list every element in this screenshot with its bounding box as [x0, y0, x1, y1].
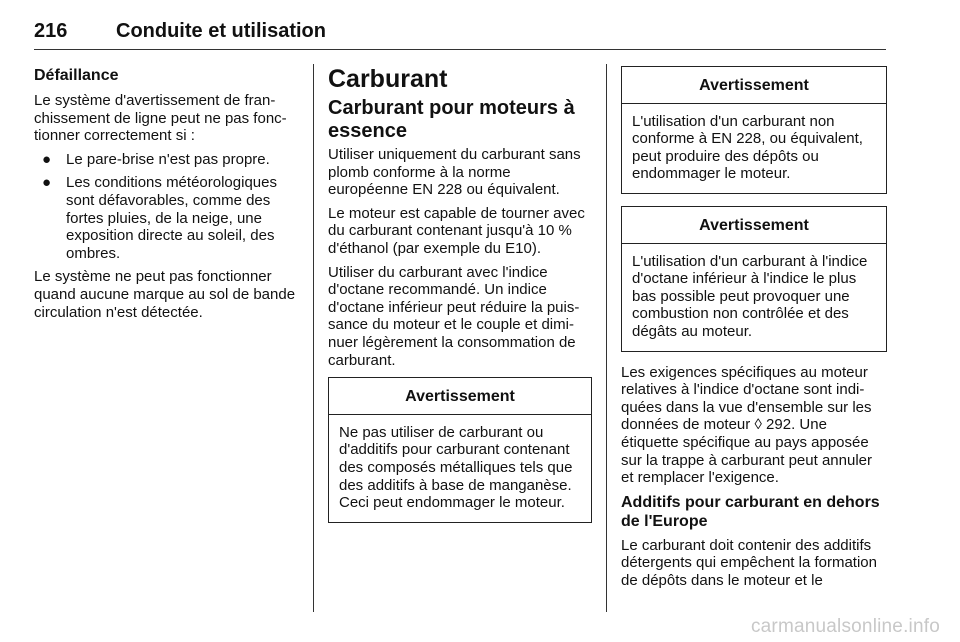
subsection-heading-additifs: Additifs pour carburant en dehors de l'Europe	[621, 493, 880, 530]
warning-title: Avertissement	[622, 207, 886, 244]
bullet-icon: ●	[42, 174, 52, 192]
page-number: 216	[34, 20, 68, 42]
paragraph: Le moteur est capable de tourner avec du carburant contenant jusqu'à 10 % d'éthanol (par exemple du E10).	[328, 204, 585, 257]
paragraph: Utiliser du carburant avec l'indice d'octane recommandé. Un indice d'octane inférieur peut réduire la puissance du moteur et le couple et diminuer légèrement la consommation de carburant.	[328, 263, 580, 369]
section-heading-defaillance: Défaillance	[34, 67, 119, 84]
additives-paragraph: Le carburant doit contenir des additifs détergents qui empêchent la formation de dépôts dans le moteur et le	[621, 536, 877, 589]
octane-text: Les exigences spécifiques au moteur relatives à l'indice d'octane sont indiquées dans la vue d'ensemble sur les données de moteur	[621, 363, 872, 434]
warning-box	[328, 377, 592, 523]
list-item-text: Les conditions météorologiques sont défavorables, comme des fortes pluies, de la neige, une exposition directe au soleil, des ombres.	[66, 174, 277, 262]
header-divider	[34, 49, 886, 50]
warning-body: L'utilisation d'un carburant à l'indice d'octane inférieur à l'indice le plus bas possible peut provoquer une combustion non contrôlée et des dégâts au moteur.	[632, 252, 868, 340]
column-3	[621, 64, 887, 595]
list-item-text: Le pare-brise n'est pas propre.	[66, 150, 270, 168]
bullet-icon: ●	[42, 150, 52, 168]
watermark-text: carmanualsonline.info	[750, 616, 940, 637]
section-heading-carburant: Carburant	[328, 65, 448, 93]
closing-paragraph: Le système ne peut pas fonctionner quand aucune marque au sol de bande circulation n'est détectée.	[34, 268, 296, 321]
list-item	[34, 151, 302, 169]
octane-paragraph	[621, 364, 887, 487]
column-2	[328, 64, 592, 535]
octane-text-end: . Une étiquette spécifique au pays apposée sur la trappe à carburant peut annuler et remplacer l'exigence.	[621, 416, 872, 487]
page-reference-link[interactable]: 292	[761, 416, 792, 434]
warning-body: L'utilisation d'un carburant non conforme à EN 228, ou équivalent, peut produire des dépôts ou endommager le moteur.	[632, 112, 863, 183]
page-header	[34, 20, 886, 50]
warning-box	[621, 206, 887, 352]
warning-body: Ne pas utiliser de carburant ou d'additifs pour carburant contenant des composés métalliques tels que des additifs à base de manganèse. Ceci peut endommager le moteur.	[339, 423, 573, 512]
column-divider-1	[313, 64, 314, 612]
chapter-title: Conduite et utilisation	[116, 20, 326, 42]
page-reference-icon: ◊	[754, 416, 762, 434]
intro-paragraph: Le système d'avertissement de franchissement de ligne peut ne pas fonctionner correctement si :	[34, 92, 287, 145]
conditions-list	[34, 151, 302, 263]
list-item	[34, 174, 302, 262]
warning-title: Avertissement	[622, 67, 886, 104]
warning-box	[621, 66, 887, 194]
column-1	[34, 66, 302, 327]
column-divider-2	[606, 64, 607, 612]
subsection-heading-essence: Carburant pour moteurs à essence	[328, 97, 575, 142]
warning-title: Avertissement	[329, 378, 591, 415]
paragraph: Utiliser uniquement du carburant sans plomb conforme à la norme européenne EN 228 ou équivalent.	[328, 146, 581, 199]
